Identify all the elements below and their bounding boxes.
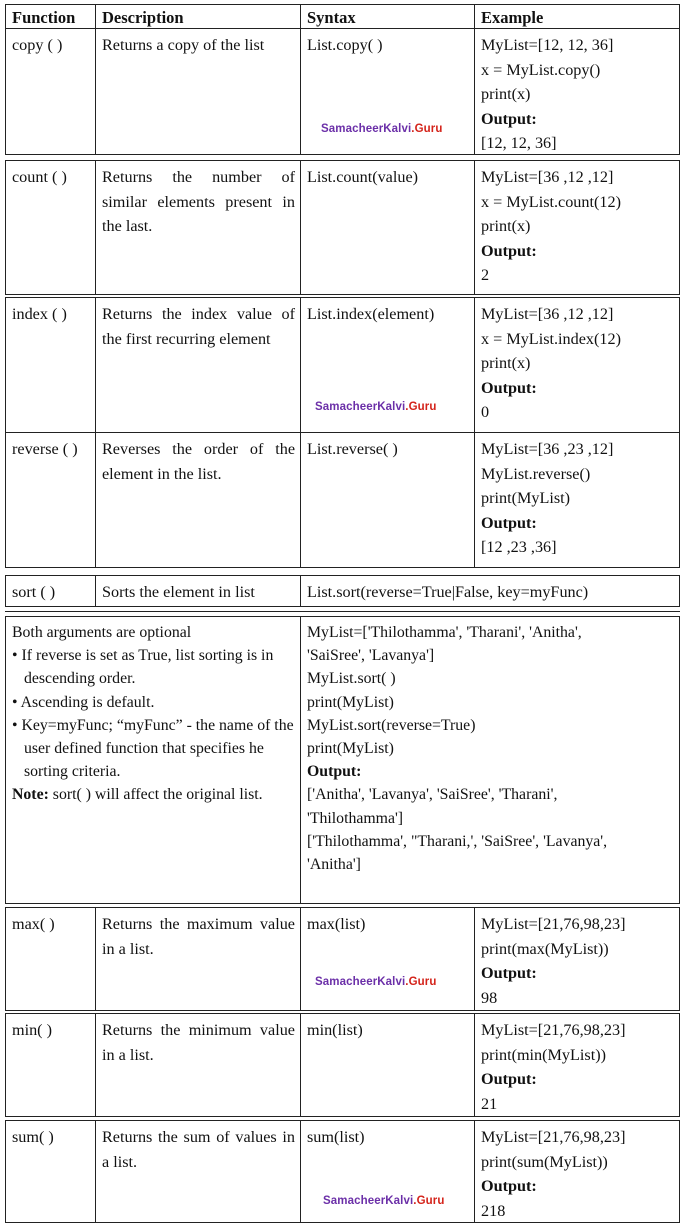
function-cell: max( )	[5, 907, 96, 1011]
notes-note: Note: sort( ) will affect the original list.	[12, 786, 263, 804]
description-cell: Returns a copy of the list	[95, 28, 301, 155]
output-value: [12 ,23 ,36]	[481, 538, 557, 556]
header-function: Function	[5, 4, 96, 29]
output-label: Output:	[481, 1177, 537, 1195]
code-line: MyList=['Thilothamma', 'Tharani', 'Anitha',	[307, 624, 582, 641]
watermark-logo: SamacheerKalvi.Guru	[315, 976, 437, 988]
header-description: Description	[95, 4, 301, 29]
syntax-cell	[300, 1120, 475, 1223]
code-line: MyList=[12, 12, 36]	[481, 36, 614, 54]
code-line: print(x)	[481, 217, 531, 235]
watermark-logo: SamacheerKalvi.Guru	[323, 1195, 445, 1207]
sort-arguments-notes	[5, 616, 301, 904]
output-label: Output:	[307, 763, 362, 781]
code-line: x = MyList.copy()	[481, 60, 601, 79]
function-cell: sort ( )	[5, 575, 96, 607]
table-row-sort	[5, 575, 680, 607]
code-line: MyList=[36 ,12 ,12]	[481, 168, 614, 186]
function-cell: count ( )	[5, 160, 96, 295]
example-cell	[474, 28, 680, 155]
output-label: Output:	[481, 513, 537, 532]
watermark-logo: SamacheerKalvi.Guru	[315, 401, 437, 413]
table-row-index	[5, 297, 680, 433]
code-line: print(x)	[481, 354, 531, 372]
output-label: Output:	[481, 964, 537, 982]
output-label: Output:	[481, 241, 537, 260]
output-value: 2	[481, 266, 490, 284]
code-line: print(x)	[481, 85, 531, 103]
example-cell	[474, 907, 680, 1011]
sort-example-cell	[300, 616, 680, 904]
syntax-text: List.index(element)	[307, 305, 435, 323]
notes-bullet: • If reverse is set as True, list sorting is in descending order.	[12, 647, 274, 688]
notes-intro: Both arguments are optional	[12, 624, 192, 641]
function-cell: copy ( )	[5, 28, 96, 155]
function-cell: reverse ( )	[5, 432, 96, 568]
syntax-cell	[300, 28, 475, 155]
syntax-cell: List.sort(reverse=True|False, key=myFunc)	[300, 575, 680, 607]
output-line: ['Anitha', 'Lavanya', 'SaiSree', 'Tharani',	[307, 786, 558, 804]
description-cell: Returns the minimum value in a list.	[95, 1013, 301, 1117]
example-cell	[474, 432, 680, 568]
code-line: MyList=[21,76,98,23]	[481, 1128, 626, 1146]
code-line: MyList=[36 ,23 ,12]	[481, 440, 614, 458]
table-row-count	[5, 160, 680, 295]
code-line: print(MyList)	[481, 489, 571, 507]
function-cell: sum( )	[5, 1120, 96, 1223]
output-line: ['Thilothamma', "Tharani,', 'SaiSree', 'Lavanya',	[307, 832, 608, 850]
header-syntax: Syntax	[300, 4, 475, 29]
header-example: Example	[474, 4, 680, 29]
description-cell: Returns the sum of values in a list.	[95, 1120, 301, 1223]
description-cell: Returns the index value of the first recurring element	[95, 297, 301, 433]
syntax-cell: min(list)	[300, 1013, 475, 1117]
function-cell: min( )	[5, 1013, 96, 1117]
table-row-min	[5, 1013, 680, 1117]
syntax-text: List.copy( )	[307, 36, 383, 54]
output-label: Output:	[481, 109, 537, 128]
watermark-logo: SamacheerKalvi.Guru	[321, 123, 443, 135]
code-line: print(max(MyList))	[481, 939, 609, 958]
code-line: x = MyList.index(12)	[481, 329, 621, 348]
table-row-copy	[5, 28, 680, 155]
output-label: Output:	[481, 1070, 537, 1088]
code-line: 'SaiSree', 'Lavanya']	[307, 647, 435, 665]
output-value: 98	[481, 988, 498, 1007]
code-line: print(sum(MyList))	[481, 1152, 608, 1171]
output-label: Output:	[481, 378, 537, 397]
code-line: MyList=[36 ,12 ,12]	[481, 305, 614, 323]
table-row-max	[5, 907, 680, 1011]
sort-arguments-row	[5, 616, 680, 904]
description-cell: Reverses the order of the element in the list.	[95, 432, 301, 568]
code-line: MyList.reverse()	[481, 464, 591, 483]
table-row-sum	[5, 1120, 680, 1223]
example-cell	[474, 1120, 680, 1223]
output-value: [12, 12, 36]	[481, 134, 557, 152]
output-value: 218	[481, 1201, 506, 1220]
table-row-reverse	[5, 432, 680, 568]
example-cell	[474, 297, 680, 433]
code-line: print(min(MyList))	[481, 1045, 606, 1064]
syntax-cell: List.count(value)	[300, 160, 475, 295]
syntax-cell	[300, 907, 475, 1011]
code-line: MyList=[21,76,98,23]	[481, 1021, 626, 1039]
output-line: 'Thilothamma']	[307, 809, 404, 827]
example-cell	[474, 160, 680, 295]
divider	[5, 611, 680, 612]
notes-bullet: • Ascending is default.	[12, 693, 155, 711]
output-value: 21	[481, 1094, 498, 1113]
syntax-text: max(list)	[307, 915, 366, 933]
table-header	[5, 4, 680, 29]
code-line: print(MyList)	[307, 693, 394, 711]
example-cell	[474, 1013, 680, 1117]
output-value: 0	[481, 403, 490, 421]
syntax-cell: List.reverse( )	[300, 432, 475, 568]
notes-bullet: • Key=myFunc; “myFunc” - the name of the user defined function that specifies he sorting criteria.	[12, 716, 294, 781]
syntax-text: sum(list)	[307, 1128, 365, 1146]
description-cell: Sorts the element in list	[95, 575, 301, 607]
code-line: x = MyList.count(12)	[481, 192, 621, 211]
code-line: MyList=[21,76,98,23]	[481, 915, 626, 933]
code-line: print(MyList)	[307, 740, 394, 758]
code-line: MyList.sort(reverse=True)	[307, 716, 476, 734]
description-cell: Returns the number of similar elements present in the last.	[95, 160, 301, 295]
code-line: MyList.sort( )	[307, 670, 396, 688]
output-line: 'Anitha']	[307, 856, 361, 874]
function-cell: index ( )	[5, 297, 96, 433]
description-cell: Returns the maximum value in a list.	[95, 907, 301, 1011]
syntax-cell	[300, 297, 475, 433]
